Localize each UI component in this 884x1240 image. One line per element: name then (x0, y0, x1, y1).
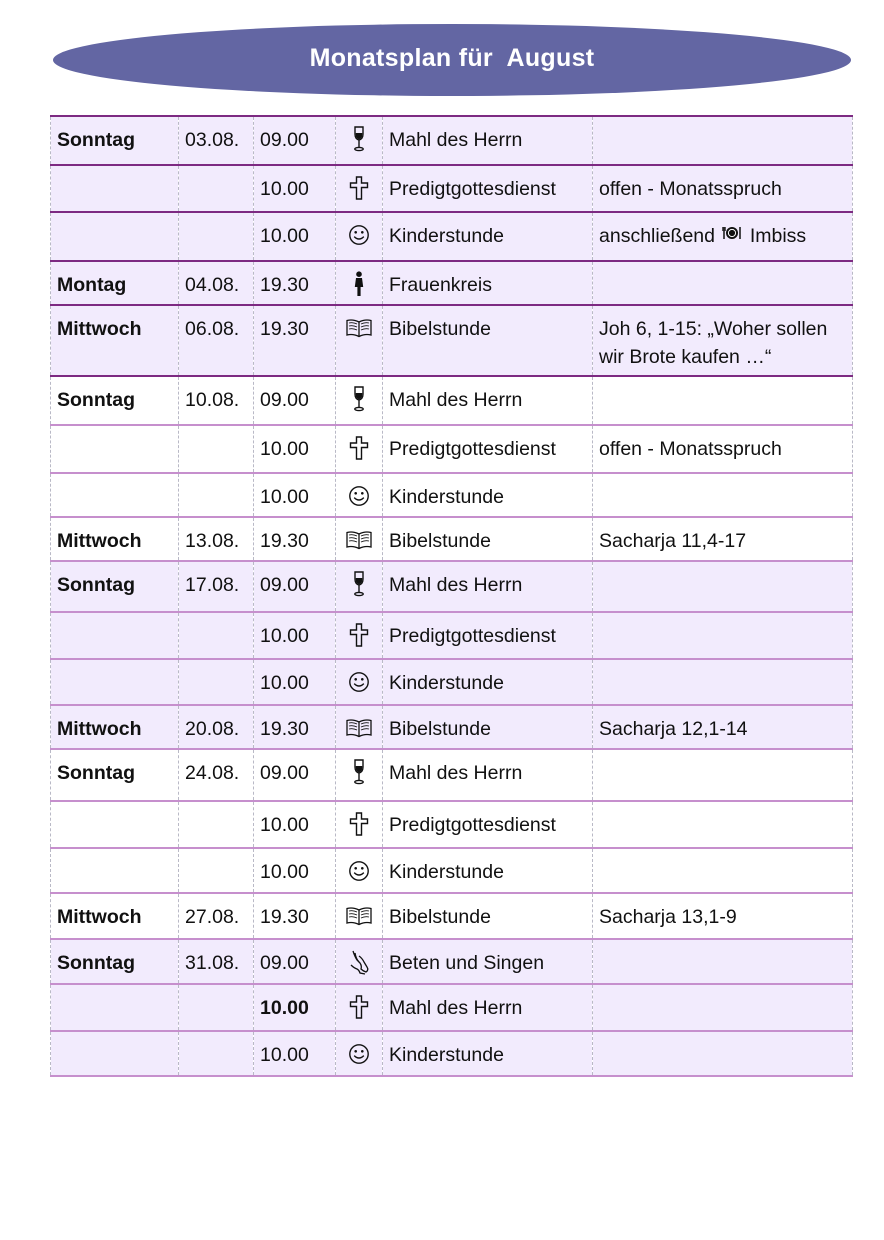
table-row (51, 116, 853, 165)
wine-glass-icon (352, 129, 366, 151)
note-cell: offen - Monatsspruch (593, 165, 853, 212)
icon-cell (336, 984, 383, 1031)
note-cell (593, 473, 853, 517)
date-cell: 24.08. (179, 749, 254, 801)
icon-cell (336, 561, 383, 612)
note-cell (593, 612, 853, 659)
table-row (51, 165, 853, 212)
icon-cell (336, 376, 383, 425)
woman-icon (352, 274, 366, 296)
table-row (51, 1031, 853, 1076)
date-cell (179, 473, 254, 517)
cross-icon (349, 997, 369, 1019)
table-row (51, 939, 853, 984)
time-cell: 19.30 (254, 517, 336, 561)
book-icon (345, 530, 373, 552)
page-title: Monatsplan für August (309, 43, 595, 72)
table-row (51, 612, 853, 659)
praying-hands-icon (348, 952, 370, 974)
table-row (51, 212, 853, 261)
table-row (51, 561, 853, 612)
cross-icon (349, 814, 369, 836)
icon-cell (336, 116, 383, 165)
cross-icon (349, 625, 369, 647)
time-cell: 09.00 (254, 561, 336, 612)
icon-cell (336, 473, 383, 517)
icon-cell (336, 1031, 383, 1076)
date-cell (179, 848, 254, 893)
day-cell (51, 801, 179, 848)
event-cell: Mahl des Herrn (383, 561, 593, 612)
plate-cutlery-icon (722, 221, 742, 249)
table-row (51, 425, 853, 473)
event-cell: Predigtgottesdienst (383, 425, 593, 473)
event-cell: Mahl des Herrn (383, 376, 593, 425)
note-cell (593, 561, 853, 612)
cross-icon (349, 438, 369, 460)
book-icon (345, 906, 373, 928)
event-cell: Frauenkreis (383, 261, 593, 305)
icon-cell (336, 893, 383, 939)
time-cell: 10.00 (254, 659, 336, 705)
title-banner (53, 24, 851, 96)
table-row (51, 261, 853, 305)
event-cell: Bibelstunde (383, 893, 593, 939)
wine-glass-icon (352, 574, 366, 596)
note-cell: offen - Monatsspruch (593, 425, 853, 473)
day-cell: Sonntag (51, 939, 179, 984)
time-cell: 09.00 (254, 749, 336, 801)
day-cell: Sonntag (51, 561, 179, 612)
icon-cell (336, 749, 383, 801)
note-cell (593, 848, 853, 893)
icon-cell (336, 212, 383, 261)
time-cell: 19.30 (254, 305, 336, 376)
icon-cell (336, 659, 383, 705)
event-cell: Kinderstunde (383, 848, 593, 893)
date-cell: 31.08. (179, 939, 254, 984)
icon-cell (336, 801, 383, 848)
date-cell (179, 1031, 254, 1076)
table-row (51, 705, 853, 749)
table-row (51, 801, 853, 848)
event-cell: Beten und Singen (383, 939, 593, 984)
time-cell: 10.00 (254, 848, 336, 893)
note-cell (593, 939, 853, 984)
time-cell: 10.00 (254, 473, 336, 517)
day-cell: Sonntag (51, 116, 179, 165)
day-cell (51, 212, 179, 261)
book-icon (345, 718, 373, 740)
event-cell: Kinderstunde (383, 473, 593, 517)
day-cell: Sonntag (51, 376, 179, 425)
event-cell: Bibelstunde (383, 517, 593, 561)
time-cell: 19.30 (254, 261, 336, 305)
note-cell (593, 659, 853, 705)
date-cell: 17.08. (179, 561, 254, 612)
time-cell: 10.00 (254, 425, 336, 473)
note-cell (593, 116, 853, 165)
day-cell: Mittwoch (51, 305, 179, 376)
time-cell: 10.00 (254, 1031, 336, 1076)
note-cell: Sacharja 12,1-14 (593, 705, 853, 749)
event-cell: Predigtgottesdienst (383, 612, 593, 659)
note-cell: Joh 6, 1-15: „Woher sollen wir Brote kaufen …“ (593, 305, 853, 376)
date-cell (179, 425, 254, 473)
day-cell (51, 165, 179, 212)
date-cell: 06.08. (179, 305, 254, 376)
day-cell (51, 984, 179, 1031)
wine-glass-icon (352, 389, 366, 411)
table-row (51, 305, 853, 376)
date-cell: 03.08. (179, 116, 254, 165)
day-cell (51, 1031, 179, 1076)
icon-cell (336, 517, 383, 561)
wine-glass-icon (352, 762, 366, 784)
event-cell: Mahl des Herrn (383, 984, 593, 1031)
icon-cell (336, 261, 383, 305)
note-text-2: Imbiss (749, 225, 807, 247)
event-cell: Bibelstunde (383, 305, 593, 376)
icon-cell (336, 305, 383, 376)
note-cell (593, 984, 853, 1031)
smiley-icon (348, 486, 370, 508)
day-cell (51, 848, 179, 893)
smiley-icon (348, 672, 370, 694)
day-cell: Mittwoch (51, 705, 179, 749)
date-cell (179, 612, 254, 659)
table-row (51, 848, 853, 893)
day-cell: Sonntag (51, 749, 179, 801)
table-row (51, 473, 853, 517)
table-row (51, 749, 853, 801)
date-cell: 13.08. (179, 517, 254, 561)
date-cell (179, 659, 254, 705)
icon-cell (336, 848, 383, 893)
time-cell: 10.00 (254, 984, 336, 1031)
day-cell (51, 612, 179, 659)
icon-cell (336, 705, 383, 749)
time-cell: 10.00 (254, 165, 336, 212)
day-cell: Montag (51, 261, 179, 305)
time-cell: 19.30 (254, 893, 336, 939)
event-cell: Kinderstunde (383, 1031, 593, 1076)
date-cell: 27.08. (179, 893, 254, 939)
schedule-table (50, 115, 853, 1077)
note-cell (593, 1031, 853, 1076)
icon-cell (336, 165, 383, 212)
time-cell: 09.00 (254, 376, 336, 425)
event-cell: Mahl des Herrn (383, 749, 593, 801)
note-cell (593, 749, 853, 801)
time-cell: 19.30 (254, 705, 336, 749)
time-cell: 10.00 (254, 612, 336, 659)
cross-icon (349, 178, 369, 200)
event-cell: Kinderstunde (383, 659, 593, 705)
note-cell (593, 261, 853, 305)
date-cell: 10.08. (179, 376, 254, 425)
event-cell: Mahl des Herrn (383, 116, 593, 165)
date-cell: 04.08. (179, 261, 254, 305)
note-cell: Sacharja 13,1-9 (593, 893, 853, 939)
day-cell (51, 425, 179, 473)
date-cell (179, 801, 254, 848)
note-cell: Sacharja 11,4-17 (593, 517, 853, 561)
icon-cell (336, 939, 383, 984)
table-row (51, 893, 853, 939)
note-cell (593, 801, 853, 848)
table-row (51, 659, 853, 705)
time-cell: 09.00 (254, 116, 336, 165)
event-cell: Bibelstunde (383, 705, 593, 749)
day-cell: Mittwoch (51, 893, 179, 939)
event-cell: Kinderstunde (383, 212, 593, 261)
table-row (51, 517, 853, 561)
time-cell: 09.00 (254, 939, 336, 984)
time-cell: 10.00 (254, 801, 336, 848)
smiley-icon (348, 861, 370, 883)
smiley-icon (348, 225, 370, 247)
note-text: anschließend (599, 225, 715, 247)
icon-cell (336, 425, 383, 473)
smiley-icon (348, 1044, 370, 1066)
table-row (51, 376, 853, 425)
note-cell (593, 212, 853, 261)
day-cell (51, 473, 179, 517)
event-cell: Predigtgottesdienst (383, 801, 593, 848)
date-cell: 20.08. (179, 705, 254, 749)
book-icon (345, 318, 373, 340)
date-cell (179, 984, 254, 1031)
day-cell (51, 659, 179, 705)
event-cell: Predigtgottesdienst (383, 165, 593, 212)
date-cell (179, 165, 254, 212)
time-cell: 10.00 (254, 212, 336, 261)
day-cell: Mittwoch (51, 517, 179, 561)
date-cell (179, 212, 254, 261)
note-cell (593, 376, 853, 425)
table-row (51, 984, 853, 1031)
icon-cell (336, 612, 383, 659)
